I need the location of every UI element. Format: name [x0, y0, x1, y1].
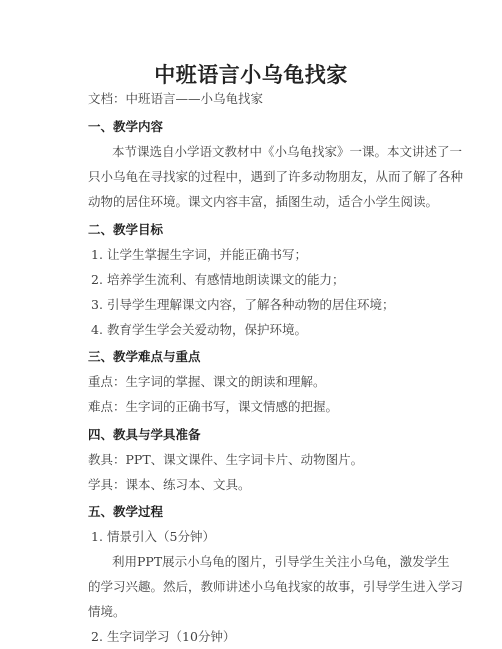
paragraph-line: 利用PPT展示小乌龟的图片，引导学生关注小乌龟，激发学生 — [112, 554, 450, 569]
list-item-number: 2. — [91, 272, 103, 287]
list-item-number: 4. — [91, 322, 103, 337]
list-item — [91, 322, 307, 338]
paragraph-line: 的学习兴趣。然后，教师讲述小乌龟找家的故事，引导学生进入学习 — [88, 579, 464, 594]
learning-aids-line: 学具：课本、练习本、文具。 — [88, 477, 251, 492]
section-heading-content: 一、教学内容 — [88, 119, 164, 134]
list-item-text: 教育学生学会关爱动物，保护环境。 — [107, 322, 308, 337]
list-item-text: 让学生掌握生字词，并能正确书写； — [107, 247, 308, 262]
section-heading-materials: 四、教具与学具准备 — [88, 427, 201, 442]
process-step-number: 1. — [91, 529, 103, 544]
list-item-text: 引导学生理解课文内容，了解各种动物的居住环境； — [107, 297, 395, 312]
paragraph-line: 动物的居住环境。课文内容丰富，插图生动，适合小学生阅读。 — [88, 194, 439, 209]
paragraph-line: 情境。 — [88, 604, 126, 619]
document-title: 中班语言小乌龟找家 — [154, 63, 348, 87]
list-item — [91, 247, 307, 263]
list-item-number: 1. — [91, 247, 103, 262]
key-point-line: 重点：生字词的掌握、课文的朗读和理解。 — [88, 374, 326, 389]
difficulty-line: 难点：生字词的正确书写，课文情感的把握。 — [88, 399, 339, 414]
document-meta: 文档：中班语言——小乌龟找家 — [88, 91, 264, 106]
process-step-number: 2. — [91, 629, 103, 644]
teaching-aids-line: 教具：PPT、课文课件、生字词卡片、动物图片。 — [88, 452, 364, 467]
list-item-number: 3. — [91, 297, 103, 312]
list-item — [91, 272, 345, 288]
list-item — [91, 297, 395, 313]
list-item-text: 培养学生流利、有感情地朗读课文的能力； — [107, 272, 345, 287]
paragraph-line: 本节课选自小学语文教材中《小乌龟找家》一课。本文讲述了一 — [112, 144, 463, 159]
process-step — [91, 629, 235, 645]
process-step-text: 情景引入（5分钟） — [107, 529, 215, 544]
paragraph-line: 只小乌龟在寻找家的过程中，遇到了许多动物朋友，从而了解了各种 — [88, 169, 464, 184]
section-heading-key-points: 三、教学难点与重点 — [88, 349, 201, 364]
process-step — [91, 529, 215, 545]
section-heading-process: 五、教学过程 — [88, 504, 164, 519]
process-step-text: 生字词学习（10分钟） — [107, 629, 236, 644]
section-heading-goals: 二、教学目标 — [88, 222, 164, 237]
